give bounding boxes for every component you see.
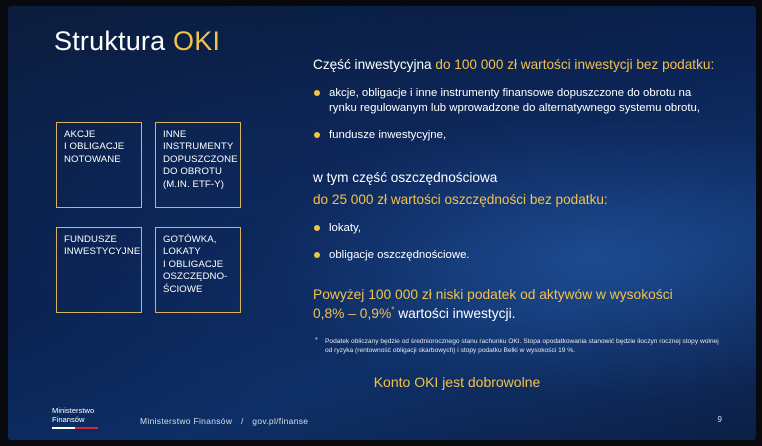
title-prefix: Struktura: [54, 26, 166, 56]
bullet-text: obligacje oszczędnościowe.: [329, 249, 470, 261]
box-cash-deposits: GOTÓWKA, LOKATY I OBLIGACJE OSZCZĘDNO- ŚCIOWE: [155, 227, 241, 313]
page-number: 9: [717, 415, 722, 424]
bullet-item: [313, 221, 733, 236]
logo-flag-icon: [52, 427, 98, 429]
logo-line-2: Finansów: [52, 415, 85, 424]
bullet-item: [313, 248, 733, 263]
details-panel: [313, 56, 733, 355]
slide-footer: [52, 406, 722, 432]
box-other-instruments: INNE INSTRUMENTY DOPUSZCZONE DO OBROTU (M.IN. ETF-Y): [155, 122, 241, 208]
bullet-item: [313, 128, 733, 143]
oki-structure-grid: [56, 122, 256, 318]
footnote-mark: *: [315, 337, 318, 344]
footer-url[interactable]: gov.pl/finanse: [252, 416, 309, 426]
summary-accent: Powyżej 100 000 zł niski podatek od aktywów w wysokości: [313, 287, 673, 302]
investment-heading: [313, 56, 733, 74]
bullet-dot-icon: [314, 132, 320, 138]
bullet-text: akcje, obligacje i inne instrumenty finansowe dopuszczone do obrotu na rynku regulowanym lub wprowadzone do alternatywnego systemu obrotu,: [329, 87, 701, 114]
box-investment-funds: FUNDUSZE INWESTYCYJNE: [56, 227, 142, 313]
summary-values: 0,8% – 0,9%: [313, 306, 392, 321]
bullet-text: fundusze inwestycyjne,: [329, 129, 447, 141]
bullet-dot-icon: [314, 90, 320, 96]
bullet-dot-icon: [314, 225, 320, 231]
title-accent: OKI: [173, 26, 221, 56]
footer-text: [140, 416, 308, 426]
investment-heading-prefix: Część inwestycyjna: [313, 57, 432, 72]
ministry-logo: [52, 406, 112, 424]
tax-summary: [313, 285, 733, 323]
footer-separator: /: [240, 416, 244, 426]
bullet-text: lokaty,: [329, 222, 362, 234]
footnote-text: Podatek obliczany będzie od średniorocznego stanu rachunku OKI. Stopa opodatkowania stanowić będzie iloczyn rocznej stopy wolnej od ryzyka (rentowność obligacji skarbowych) i stopy podatku Belki w wysokości 19 %.: [325, 338, 719, 354]
presentation-slide: [8, 6, 756, 440]
footer-ministry: Ministerstwo Finansów: [140, 416, 233, 426]
summary-star: *: [391, 305, 395, 315]
footnote: [313, 337, 725, 355]
box-stocks-bonds: AKCJE I OBLIGACJE NOTOWANE: [56, 122, 142, 208]
slide-title: [54, 26, 220, 57]
bullet-item: [313, 86, 709, 116]
savings-heading: w tym część oszczędnościowa: [313, 170, 498, 185]
logo-line-1: Ministerstwo: [52, 406, 95, 415]
summary-rest: wartości inwestycji.: [394, 306, 516, 321]
bullet-dot-icon: [314, 252, 320, 258]
savings-heading-accent: do 25 000 zł wartości oszczędności bez podatku:: [313, 192, 608, 207]
investment-heading-accent: do 100 000 zł wartości inwestycji bez podatku:: [435, 57, 715, 72]
voluntary-note: Konto OKI jest dobrowolne: [373, 374, 541, 390]
